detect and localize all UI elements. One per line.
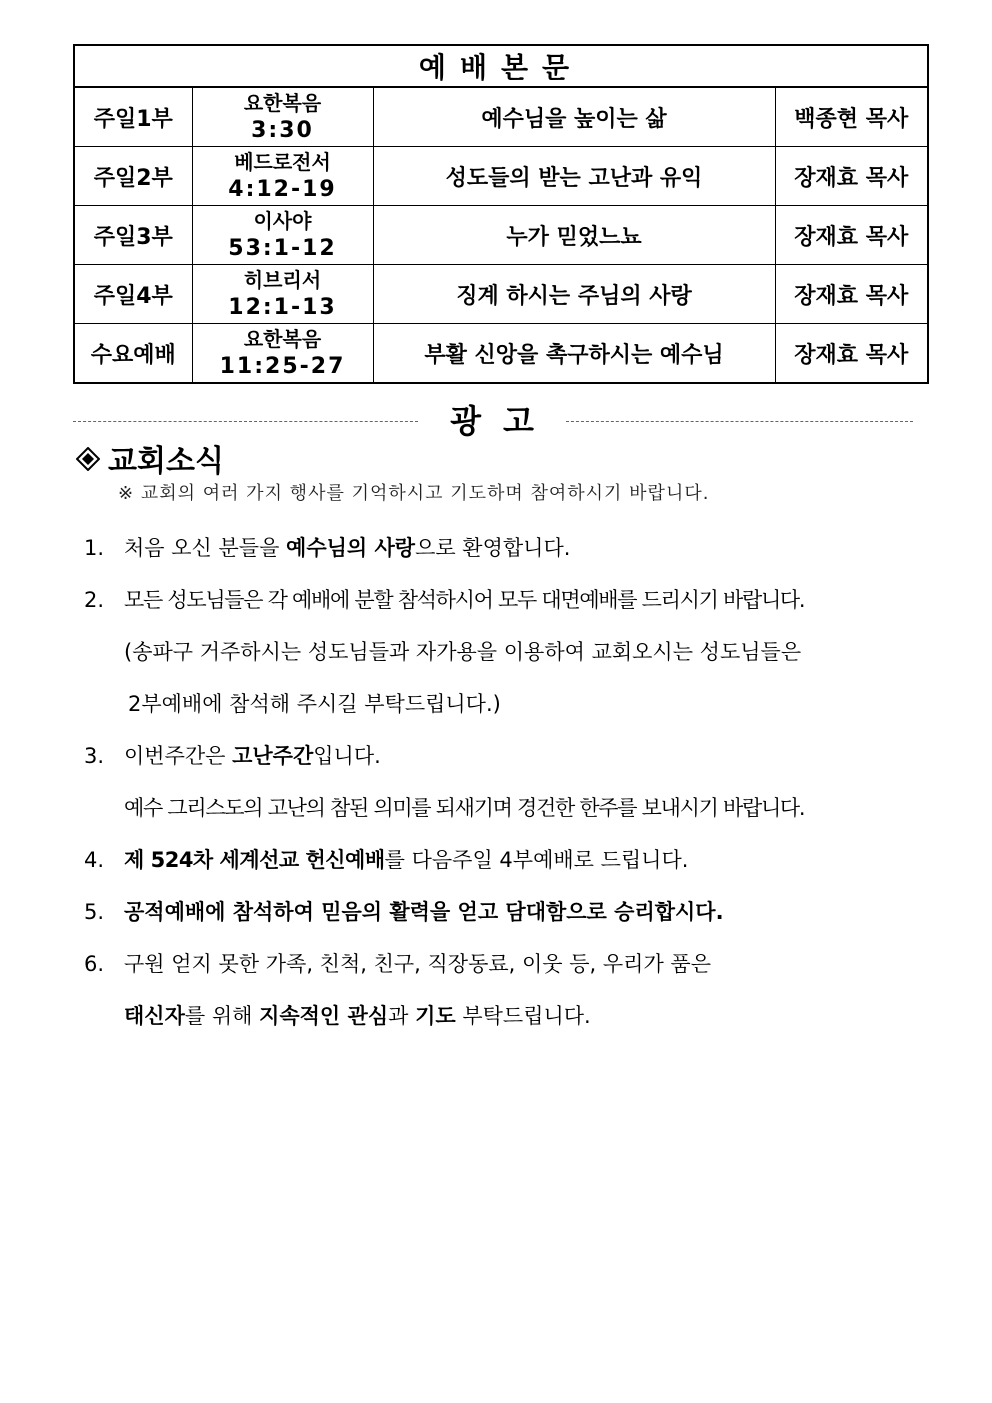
divider xyxy=(566,421,913,422)
news-list xyxy=(84,528,914,1048)
item-text: 구원 얻지 못한 가족, 친척, 친구, 직장동료, 이웃 등, 우리가 품은 xyxy=(124,952,711,976)
divider xyxy=(73,421,418,422)
list-item xyxy=(84,840,914,892)
item-text: 2부예배에 참석해 주시길 부탁드립니다.) xyxy=(128,692,501,716)
list-item xyxy=(84,736,914,788)
scripture-ref: 11:25-27 xyxy=(219,354,346,379)
scripture-passage xyxy=(192,147,373,206)
list-item-continuation xyxy=(84,788,914,840)
item-text-bold: 예수님의 사랑 xyxy=(286,536,416,560)
service-name: 주일2부 xyxy=(74,147,192,206)
preacher-name: 백종현 목사 xyxy=(775,87,928,147)
diamond-bullet-icon xyxy=(76,447,98,469)
list-item xyxy=(84,892,914,944)
item-number: 2. xyxy=(84,588,105,612)
table-row xyxy=(74,87,928,147)
table-row xyxy=(74,265,928,324)
scripture-book: 이사야 xyxy=(253,209,312,233)
list-item xyxy=(84,528,914,580)
preacher-name: 장재효 목사 xyxy=(775,147,928,206)
item-text: (송파구 거주하시는 성도님들과 자가용을 이용하여 교회오시는 성도님들은 xyxy=(124,640,802,664)
item-text-bold: 고난주간 xyxy=(232,744,314,768)
church-news-heading xyxy=(76,436,224,480)
news-note: ※ 교회의 여러 가지 행사를 기억하시고 기도하며 참여하시기 바랍니다. xyxy=(118,483,710,504)
table-row xyxy=(74,206,928,265)
item-number: 1. xyxy=(84,536,105,560)
sermon-table-title: 예배본문 xyxy=(74,45,928,87)
item-text: 예수 그리스도의 고난의 참된 의미를 되새기며 경건한 한주를 보내시기 바랍니다. xyxy=(124,796,805,820)
service-name: 주일3부 xyxy=(74,206,192,265)
scripture-ref: 12:1-13 xyxy=(228,295,337,320)
list-item xyxy=(84,580,914,632)
ad-title: 광고 xyxy=(450,402,556,440)
item-text-bold: 지속적인 관심 xyxy=(259,1004,389,1028)
item-number: 3. xyxy=(84,744,105,768)
item-text-bold: 제 524차 세계선교 헌신예배 xyxy=(124,848,385,872)
sermon-title: 성도들의 받는 고난과 유익 xyxy=(373,147,775,206)
scripture-book: 요한복음 xyxy=(243,327,322,351)
ad-section-header xyxy=(73,396,913,440)
item-text: 입니다. xyxy=(313,744,381,768)
item-text: 처음 오신 분들을 xyxy=(124,536,287,560)
item-text: 부탁드립니다. xyxy=(455,1004,591,1028)
service-name: 주일4부 xyxy=(74,265,192,324)
item-text-bold: 공적예배에 참석하여 믿음의 활력을 얻고 담대함으로 승리합시다. xyxy=(124,900,724,924)
sermon-title: 징계 하시는 주님의 사랑 xyxy=(373,265,775,324)
sermon-title: 예수님을 높이는 삶 xyxy=(373,87,775,147)
preacher-name: 장재효 목사 xyxy=(775,206,928,265)
preacher-name: 장재효 목사 xyxy=(775,324,928,384)
item-text: 과 xyxy=(388,1004,416,1028)
sermon-table xyxy=(73,44,929,384)
table-row xyxy=(74,147,928,206)
list-item-continuation xyxy=(84,996,914,1048)
table-row xyxy=(74,324,928,384)
item-number: 6. xyxy=(84,952,105,976)
list-item-continuation xyxy=(84,632,914,684)
scripture-ref: 4:12-19 xyxy=(228,177,337,202)
item-text: 으로 환영합니다. xyxy=(415,536,571,560)
sermon-title: 부활 신앙을 촉구하시는 예수님 xyxy=(373,324,775,384)
item-text-bold: 기도 xyxy=(415,1004,456,1028)
item-text: 이번주간은 xyxy=(124,744,233,768)
scripture-passage xyxy=(192,265,373,324)
scripture-book: 요한복음 xyxy=(243,91,322,115)
preacher-name: 장재효 목사 xyxy=(775,265,928,324)
item-number: 5. xyxy=(84,900,105,924)
scripture-ref: 53:1-12 xyxy=(228,236,337,261)
list-item-continuation xyxy=(84,684,914,736)
item-text: 를 다음주일 4부예배로 드립니다. xyxy=(384,848,689,872)
service-name: 수요예배 xyxy=(74,324,192,384)
scripture-book: 베드로전서 xyxy=(234,150,331,174)
item-text-bold: 태신자 xyxy=(124,1004,185,1028)
service-name: 주일1부 xyxy=(74,87,192,147)
sermon-title: 누가 믿었느뇨 xyxy=(373,206,775,265)
item-text: 를 위해 xyxy=(184,1004,260,1028)
scripture-passage xyxy=(192,87,373,147)
item-number: 4. xyxy=(84,848,105,872)
item-text: 모든 성도님들은 각 예배에 분할 참석하시어 모두 대면예배를 드리시기 바랍니다. xyxy=(124,588,805,612)
scripture-ref: 3:30 xyxy=(251,118,314,143)
church-news-title: 교회소식 xyxy=(108,444,224,479)
scripture-passage xyxy=(192,206,373,265)
scripture-book: 히브리서 xyxy=(243,268,322,292)
list-item xyxy=(84,944,914,996)
scripture-passage xyxy=(192,324,373,384)
